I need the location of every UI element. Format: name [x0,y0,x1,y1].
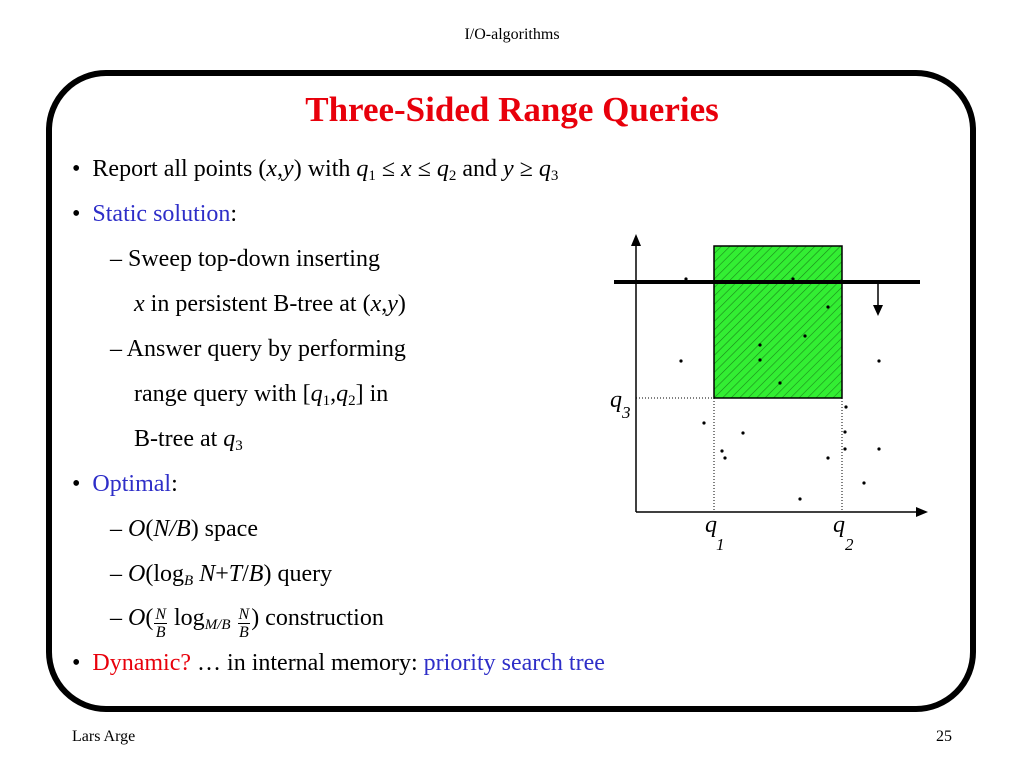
q3-subscript: 3 [622,403,631,422]
footer-author: Lars Arge [72,728,136,745]
query-region [714,246,842,398]
static-solution-label: Static solution [92,201,231,227]
q1-subscript: 1 [716,535,725,554]
point [877,447,880,450]
bullet-dot: • [72,156,81,182]
sub-bullet-construction: – O( $\frac{N}{B}$ $\log_{M/B}$ $\frac{N}{B}$ ) construction [110,605,384,641]
point [826,305,829,308]
optimal-label: Optimal [92,471,172,497]
q1-label: q [705,512,717,538]
bullet-report-points: • Report all points (x,y) with $q_1 \le x \le q_2$ and $y \ge q_3$ [72,156,559,184]
q2-label: q [833,512,845,538]
sub-bullet-query: – $O(\log_B$ N+T/B) query [110,561,333,589]
fraction-n-over-b: $\frac{N}{B}$ [155,606,167,641]
point [684,277,687,280]
point [844,405,847,408]
point [826,456,829,459]
point [843,430,846,433]
bullet-dynamic: • Dynamic? … in internal memory: priority search tree [72,650,605,676]
bullet-dot: • [72,650,81,676]
fraction-n-over-b-2: $\frac{N}{B}$ [238,606,250,641]
point [843,447,846,450]
sub-bullet-space: – O(N/B) space [110,516,258,542]
point [741,431,744,434]
bullet-dot: • [72,471,81,497]
bullet-static-solution: • Static solution: [72,201,238,227]
point [679,359,682,362]
point [877,359,880,362]
point [778,381,781,384]
sweep-arrow-icon [873,305,883,316]
point [803,334,806,337]
y-axis-arrow-icon [631,234,641,246]
sub-bullet-sweep-cont: x in persistent B-tree at (x,y) [134,291,406,317]
point [758,343,761,346]
dynamic-label: Dynamic? [92,650,192,676]
sub-bullet-answer-cont2: B-tree at $q_3$ [134,426,243,454]
sub-bullet-answer: – Answer query by performing [110,336,406,362]
point [758,358,761,361]
q2-subscript: 2 [845,535,854,554]
point [720,449,723,452]
sub-bullet-answer-cont1: range query with $[q_1,q_2]$ in [134,381,389,409]
sub-bullet-sweep: – Sweep top-down inserting [110,246,380,272]
point [791,277,794,280]
point [702,421,705,424]
bullet-optimal: • Optimal: [72,471,178,497]
q3-label: q [610,387,622,413]
footer-page-number: 25 [936,728,952,745]
priority-search-tree-link: priority search tree [423,650,605,676]
header-title: I/O-algorithms [464,26,560,43]
slide-title: Three-Sided Range Queries [305,90,719,129]
point [723,456,726,459]
point [798,497,801,500]
bullet-dot: • [72,201,81,227]
x-axis-arrow-icon [916,507,928,517]
point [862,481,865,484]
